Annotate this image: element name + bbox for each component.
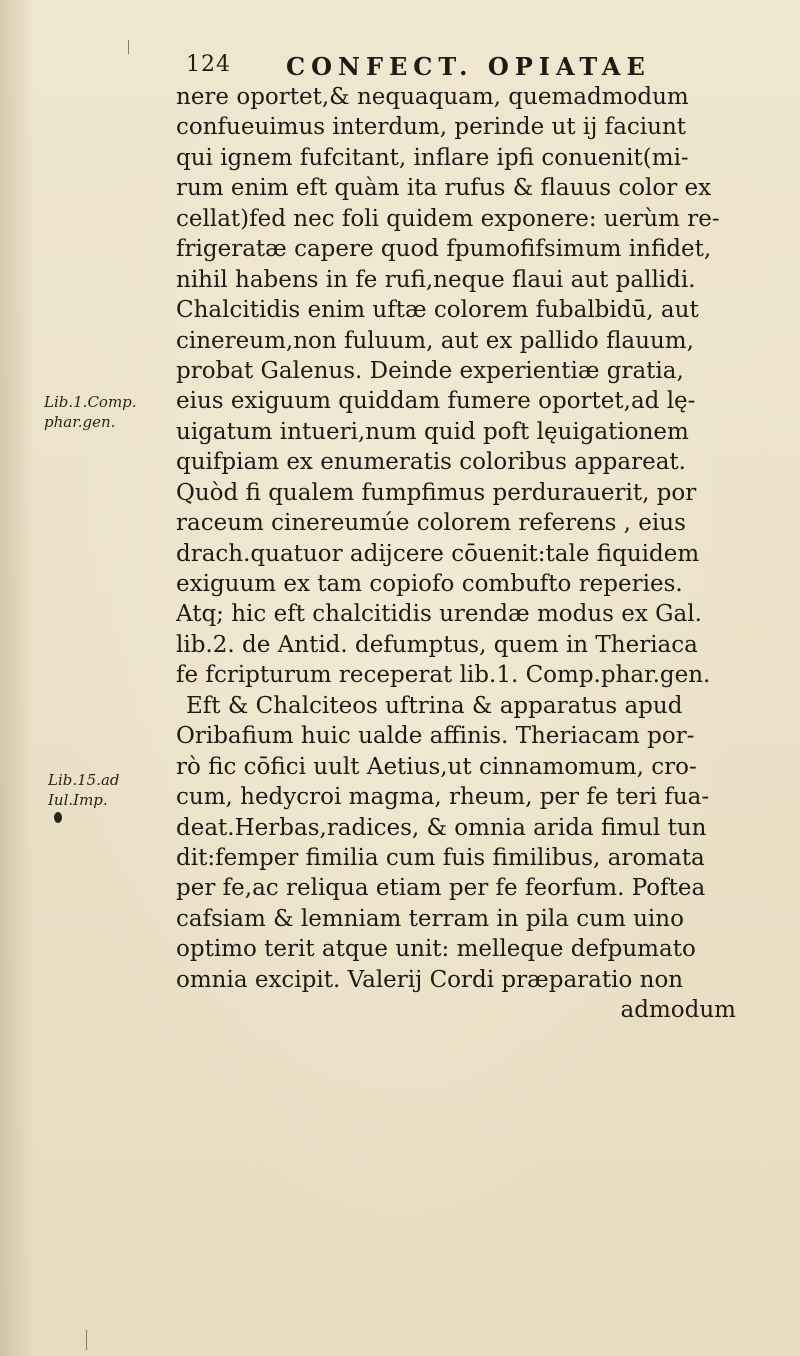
margin-note-line: Iul.Imp.	[48, 791, 108, 809]
text-line: cellat)fed nec foli quidem exponere: uerùm re-	[176, 205, 720, 232]
margin-note-lib15-iul	[48, 770, 178, 810]
catchword: admodum	[620, 997, 736, 1024]
text-line: eius exiguum quiddam fumere oportet,ad lę-	[176, 388, 696, 415]
ink-blot	[54, 812, 62, 823]
text-line: rò fic cōfici uult Aetius,ut cinnamomum, cro-	[176, 753, 697, 780]
ink-tick-mark	[128, 40, 129, 54]
text-line: rum enim eft quàm ita rufus & flauus color ex	[176, 175, 712, 202]
text-line: optimo terit atque unit: melleque defpumato	[176, 936, 696, 963]
text-line: fe fcripturum receperat lib.1. Comp.phar.gen.	[176, 662, 711, 689]
text-line: drach.quatuor adijcere cōuenit:tale fiquidem	[176, 540, 700, 567]
text-line: omnia excipit. Valerij Cordi præparatio non	[176, 966, 684, 993]
margin-note-line: Lib.1.Comp.	[44, 393, 137, 411]
text-line: Quòd fi qualem fumpfimus perdurauerit, por	[176, 479, 697, 506]
gutter-shadow	[0, 0, 34, 1356]
text-line: cinereum,non fuluum, aut ex pallido flauum,	[176, 327, 694, 354]
text-line: lib.2. de Antid. defumptus, quem in Theriaca	[176, 631, 698, 658]
text-line: nihil habens in fe rufi,neque flaui aut pallidi.	[176, 266, 696, 293]
text-line: quifpiam ex enumeratis coloribus appareat.	[176, 449, 686, 476]
text-line: dit:femper fimilia cum fuis fimilibus, aromata	[176, 844, 705, 871]
running-title: CONFECT. OPIATAE	[286, 52, 651, 81]
text-line: Oribafium huic ualde affinis. Theriacam por-	[176, 723, 695, 750]
text-line: frigeratæ capere quod fpumofifsimum infidet,	[176, 236, 712, 263]
text-line: per fe,ac reliqua etiam per fe feorfum. Poftea	[176, 875, 706, 902]
text-line: nere oportet,& nequaquam, quemadmodum	[176, 84, 689, 110]
body-text	[176, 82, 776, 1026]
text-line: qui ignem fufcitant, inflare ipfi conuenit(mi-	[176, 144, 689, 171]
margin-note-line: phar.gen.	[44, 413, 116, 431]
text-line: raceum cinereumúe colorem referens , eius	[176, 510, 686, 537]
margin-note-lib1-comp	[44, 392, 174, 432]
page-number: 124	[186, 52, 231, 77]
text-line: confueuimus interdum, perinde ut ij faciunt	[176, 114, 687, 141]
text-line: cafsiam & lemniam terram in pila cum uino	[176, 905, 684, 932]
text-line: deat.Herbas,radices, & omnia arida fimul tun	[176, 814, 707, 841]
margin-note-line: Lib.15.ad	[48, 771, 120, 789]
text-line: cum, hedycroi magma, rheum, per fe teri fua-	[176, 784, 710, 811]
text-line: probat Galenus. Deinde experientiæ gratia,	[176, 357, 684, 384]
text-line: Atq; hic eft chalcitidis urendæ modus ex Gal.	[176, 601, 702, 628]
text-line: Eft & Chalciteos uftrina & apparatus apud	[186, 692, 683, 719]
text-line: Chalcitidis enim uftæ colorem fubalbidū, aut	[176, 297, 699, 324]
text-line: uigatum intueri,num quid poft lęuigationem	[176, 418, 689, 445]
text-line: exiguum ex tam copiofo combufto reperies.	[176, 571, 683, 597]
ink-tick-mark-bottom	[86, 1330, 87, 1350]
